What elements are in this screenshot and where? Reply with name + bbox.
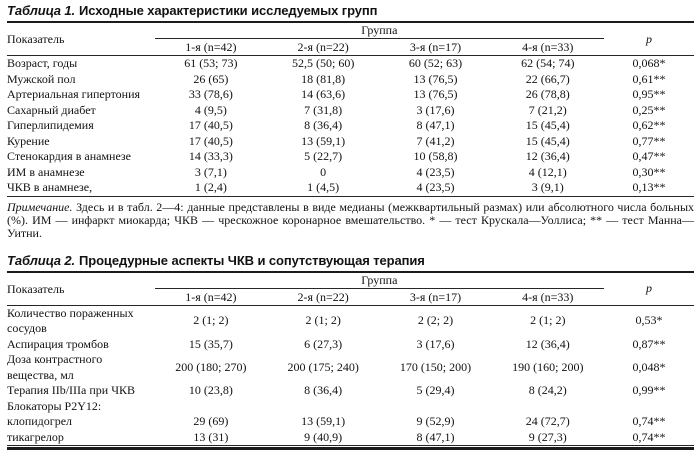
cell-value: 13 (59,1) [301, 133, 346, 148]
cell-value: 15 (45,4) [525, 133, 570, 148]
row-label: тикагрелор [7, 430, 155, 446]
row-label: Мужской пол [7, 71, 76, 86]
row-label: ИМ в анамнезе [7, 164, 85, 179]
cell-p-value: 0,068* [632, 56, 666, 70]
cell-value: 200 (175; 240) [287, 359, 359, 374]
table-row [7, 56, 694, 72]
cell-value: 24 (72,7) [525, 414, 570, 428]
cell-p-value: 0,53* [635, 313, 663, 328]
cell-p-value [604, 399, 694, 415]
cell-value: 14 (63,6) [301, 87, 346, 101]
cell-value: 7 (31,8) [304, 102, 343, 117]
cell-value: 52,5 (50; 60) [292, 56, 355, 70]
cell-value: 5 (29,4) [416, 383, 455, 397]
cell-p-value: 0,47** [632, 149, 666, 163]
cell-value: 7 (41,2) [416, 133, 455, 148]
cell-value: 9 (27,3) [492, 430, 604, 446]
cell-value: 170 (150; 200) [399, 359, 472, 374]
cell-value: 13 (76,5) [413, 71, 458, 86]
table2-header-group-3: 3-я (n=17) [379, 288, 491, 305]
table1-section [7, 3, 694, 240]
table1-footnote [7, 201, 694, 240]
cell-value: 2 (1; 2) [193, 313, 229, 328]
row-label: Количество пораженных сосудов [7, 305, 134, 335]
row-label: Гиперлипидемия [7, 118, 94, 132]
cell-value: 8 (47,1) [416, 118, 455, 132]
row-label: Артериальная гипертония [7, 87, 141, 101]
table2-header [7, 272, 694, 306]
cell-value: 15 (35,7) [188, 336, 233, 351]
row-label: клопидогрел [7, 414, 73, 428]
cell-value: 4 (23,5) [379, 180, 491, 196]
cell-value: 1 (4,5) [267, 180, 379, 196]
table-row [7, 118, 694, 134]
table1-header-group-2: 2-я (n=22) [267, 39, 379, 56]
cell-value: 14 (33,3) [188, 149, 233, 163]
cell-value: 4 (23,5) [416, 164, 455, 179]
table-row [7, 352, 694, 383]
cell-value: 15 (45,4) [525, 118, 570, 132]
cell-value: 2 (1; 2) [305, 313, 341, 328]
table2-bottom-rule [7, 447, 694, 449]
cell-p-value: 0,62** [632, 118, 666, 132]
footnote-text: Здесь и в табл. 2—4: данные представлены в виде медианы (межквартильный размах) или абсолютного числа больных (%). ИМ — инфаркт миокарда; ЧКВ — чрескожное коронарное вмешательство. * — тест Крускала—Уоллиса; ** — тест Манна—Уитни. [7, 199, 695, 240]
table2-title-text: Процедурные аспекты ЧКВ и сопутствующая терапия [79, 252, 425, 268]
cell-value: 0 [320, 164, 327, 179]
cell-value: 13 (76,5) [413, 87, 458, 101]
table1-header-gruppa: Группа [155, 22, 604, 39]
table1-header-group-1: 1-я (n=42) [155, 39, 267, 56]
cell-p-value: 0,13** [604, 180, 694, 196]
cell-value: 12 (36,4) [525, 336, 570, 351]
table-row [7, 337, 694, 353]
cell-value: 61 (53; 73) [184, 56, 238, 70]
table2-header-row-1 [7, 272, 694, 289]
table2-body [7, 305, 694, 446]
table-row [7, 430, 694, 446]
table1-header-row-1 [7, 22, 694, 39]
cell-value: 22 (66,7) [525, 71, 570, 86]
cell-value: 8 (36,4) [304, 118, 343, 132]
cell-value: 33 (78,6) [188, 87, 233, 101]
row-label: Стенокардия в анамнезе [7, 149, 131, 163]
table-row [7, 149, 694, 165]
table1-header-group-3: 3-я (n=17) [379, 39, 491, 56]
row-label: Блокаторы P2Y12: [7, 398, 102, 413]
cell-value [492, 399, 604, 415]
cell-value: 17 (40,5) [188, 118, 233, 132]
table2-title-prefix: Таблица 2. [7, 252, 75, 268]
table-row [7, 383, 694, 399]
table2-header-gruppa: Группа [155, 272, 604, 289]
row-label: Терапия IIb/IIIa при ЧКВ [7, 383, 136, 397]
cell-p-value: 0,25** [632, 102, 666, 117]
cell-value: 10 (23,8) [188, 383, 233, 397]
cell-value: 62 (54; 74) [521, 56, 575, 70]
cell-value: 29 (69) [193, 414, 229, 428]
cell-p-value: 0,74** [604, 430, 694, 446]
table2-header-pokazatel: Показатель [7, 272, 155, 306]
table-row [7, 103, 694, 119]
table-row [7, 399, 694, 415]
cell-value: 2 (2; 2) [417, 313, 454, 328]
table1-header-pokazatel: Показатель [7, 22, 155, 56]
cell-value: 3 (9,1) [492, 180, 604, 196]
table2-header-group-2: 2-я (n=22) [267, 288, 379, 305]
cell-value [267, 399, 379, 415]
row-label: Сахарный диабет [7, 102, 96, 117]
table1-title [7, 3, 694, 18]
table-row [7, 165, 694, 181]
table1 [7, 21, 694, 197]
row-label: Возраст, годы [7, 56, 78, 70]
row-label: Курение [7, 133, 50, 148]
cell-value: 13 (59,1) [301, 414, 346, 428]
cell-value: 9 (52,9) [416, 414, 455, 428]
table-row [7, 72, 694, 88]
table-row [7, 87, 694, 103]
row-label: Аспирация тромбов [7, 336, 109, 351]
table2-title [7, 253, 694, 268]
table1-body [7, 56, 694, 197]
cell-value: 10 (58,8) [413, 149, 458, 163]
cell-p-value: 0,30** [632, 164, 666, 179]
footnote-prefix: Примечание. [7, 199, 73, 214]
cell-p-value: 0,048* [632, 359, 666, 374]
table-row [7, 305, 694, 337]
cell-p-value: 0,87** [632, 336, 666, 351]
cell-value [379, 399, 491, 415]
cell-value: 2 (1; 2) [530, 313, 566, 328]
cell-p-value: 0,95** [632, 87, 666, 101]
cell-value: 5 (22,7) [304, 149, 343, 163]
row-label: Доза контрастного вещества, мл [7, 352, 103, 382]
table1-title-prefix: Таблица 1. [7, 3, 75, 18]
cell-value: 7 (21,2) [528, 102, 567, 117]
cell-value: 12 (36,4) [525, 149, 570, 163]
table1-title-text: Исходные характеристики исследуемых групп [79, 3, 378, 18]
cell-value: 8 (36,4) [304, 383, 343, 397]
cell-value: 13 (31) [155, 430, 267, 446]
table1-header-p: p [604, 22, 694, 56]
table2-header-p: p [604, 272, 694, 306]
cell-value: 200 (180; 270) [175, 359, 247, 374]
cell-value: 17 (40,5) [188, 133, 233, 148]
table2-header-group-1: 1-я (n=42) [155, 288, 267, 305]
cell-value: 60 (52; 63) [408, 56, 463, 70]
cell-value: 9 (40,9) [267, 430, 379, 446]
cell-value: 26 (65) [193, 71, 229, 86]
cell-value: 3 (17,6) [416, 336, 455, 351]
cell-p-value: 0,74** [632, 414, 666, 428]
table1-header-group-4: 4-я (n=33) [492, 39, 604, 56]
table2-header-group-4: 4-я (n=33) [492, 288, 604, 305]
cell-value: 190 (160; 200) [512, 359, 584, 374]
cell-value: 4 (12,1) [528, 164, 567, 179]
table-row [7, 180, 694, 196]
cell-p-value: 0,61** [632, 71, 666, 86]
cell-p-value: 0,99** [632, 383, 666, 397]
row-label: ЧКВ в анамнезе, [7, 180, 155, 196]
cell-value: 1 (2,4) [155, 180, 267, 196]
table-row [7, 414, 694, 430]
cell-value [155, 399, 267, 415]
table2 [7, 271, 694, 447]
cell-value: 8 (24,2) [528, 383, 567, 397]
table2-section [7, 253, 694, 450]
cell-value: 8 (47,1) [379, 430, 491, 446]
cell-value: 26 (78,8) [525, 87, 570, 101]
cell-p-value: 0,77** [632, 133, 666, 148]
cell-value: 18 (81,8) [301, 71, 346, 86]
cell-value: 4 (9,5) [194, 102, 227, 117]
cell-value: 6 (27,3) [304, 336, 343, 351]
cell-value: 3 (17,6) [416, 102, 455, 117]
table-row [7, 134, 694, 150]
table1-header [7, 22, 694, 56]
cell-value: 3 (7,1) [194, 164, 227, 179]
